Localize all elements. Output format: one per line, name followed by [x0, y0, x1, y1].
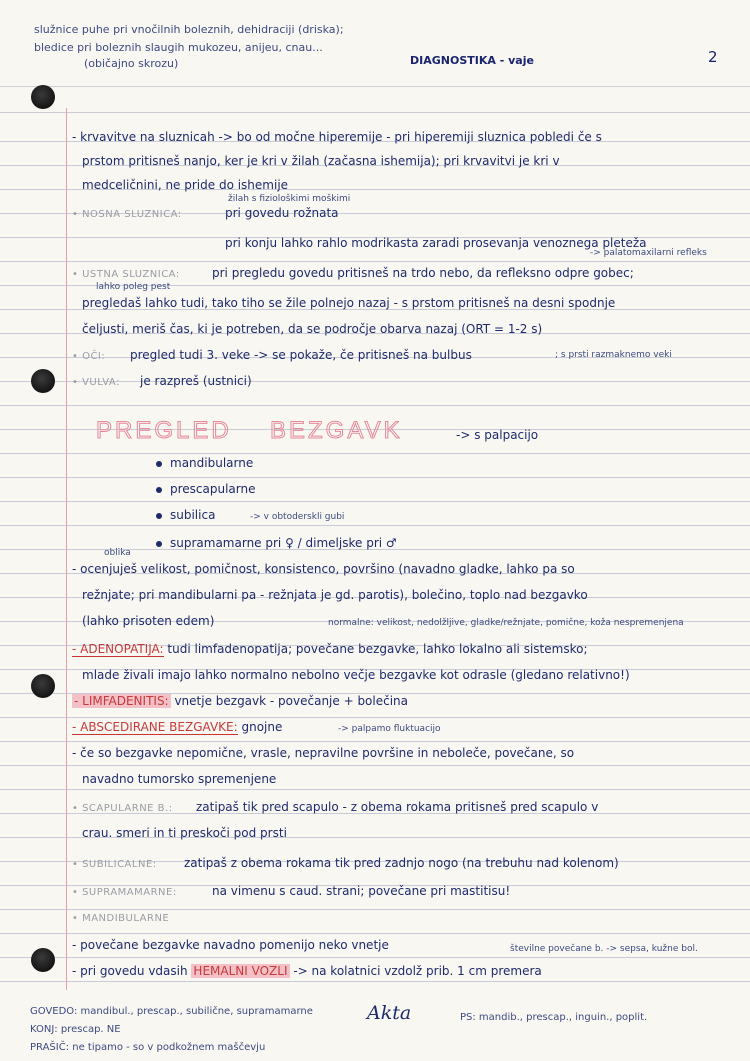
section-label: • OČI:	[72, 351, 106, 362]
punch-hole	[31, 674, 55, 698]
brand-logo: Akta	[367, 1002, 412, 1024]
header-note: (običajno skrozu)	[84, 57, 179, 70]
section-label: • VULVA:	[72, 377, 120, 388]
margin-line	[66, 108, 67, 1013]
section-label: • SUPRAMAMARNE:	[72, 887, 177, 898]
text-line: - LIMFADENITIS: vnetje bezgavk - povečanje + bolečina	[74, 694, 409, 708]
text-line: crau. smeri in ti preskoči pod prsti	[82, 826, 287, 840]
page-number: 2	[708, 48, 718, 66]
text-line: zatipaš z obema rokama tik pred zadnjo nogo (na trebuhu nad kolenom)	[184, 856, 619, 870]
annotation: -> palpamo fluktuacijo	[338, 724, 441, 734]
section-label: • MANDIBULARNE	[72, 913, 170, 924]
term-label: - ABSCEDIRANE BEZGAVKE:	[72, 720, 238, 734]
annotation: številne povečane b. -> sepsa, kužne bol.	[510, 944, 698, 954]
text-line: na vimenu s caud. strani; povečane pri mastitisu!	[212, 884, 511, 898]
text-line: pri govedu rožnata	[225, 206, 339, 220]
annotation: ; s prsti razmaknemo veki	[555, 350, 672, 360]
footer-note: GOVEDO: mandibul., prescap., subilične, supramamarne	[30, 1006, 313, 1017]
top-band	[0, 0, 750, 108]
footer-note: KONJ: prescap. NE	[30, 1024, 121, 1035]
text-line: (lahko prisoten edem)	[82, 614, 215, 628]
bullet-icon	[156, 541, 162, 547]
header-note: služnice puhe pri vnočilnih boleznih, dehidraciji (driska);	[34, 23, 344, 36]
text-line: - če so bezgavke nepomične, vrasle, nepravilne površine in neboleče, povečane, so	[72, 746, 575, 760]
annotation: lahko poleg pest	[96, 282, 171, 292]
punch-hole	[31, 85, 55, 109]
punch-hole	[31, 369, 55, 393]
section-label: • NOSNA SLUZNICA:	[72, 209, 182, 220]
annotation: žilah s fiziološkimi moškimi	[228, 194, 351, 204]
text-line: čeljusti, meriš čas, ki je potreben, da se področje obarva nazaj (ORT = 1-2 s)	[82, 322, 543, 336]
text-line: pri konju lahko rahlo modrikasta zaradi prosevanja venoznega pleteža	[225, 236, 647, 250]
text-line: - ADENOPATIJA: tudi limfadenopatija; povečane bezgavke, lahko lokalno ali sistemsko;	[72, 642, 588, 656]
text-line: je razpreš (ustnici)	[140, 374, 252, 388]
section-label: • SCAPULARNE B.:	[72, 803, 173, 814]
annotation: oblika	[104, 548, 131, 558]
annotation: normalne: velikost, nedolžljive, gladke/režnjate, pomične, koža nespremenjena	[328, 618, 684, 628]
section-heading: PREGLED	[96, 417, 232, 444]
section-heading: BEZGAVK	[270, 417, 403, 444]
header-note: bledice pri boleznih slaugih mukozeu, anijeu, cnau...	[34, 41, 323, 54]
bullet-icon	[156, 461, 162, 467]
list-item: subilica	[156, 508, 215, 522]
text-line: navadno tumorsko spremenjene	[82, 772, 277, 786]
list-item: mandibularne	[156, 456, 253, 470]
section-label: • USTNA SLUZNICA:	[72, 269, 180, 280]
term-label: - LIMFADENITIS:	[74, 694, 169, 708]
text-line: pregledaš lahko tudi, tako tiho se žile polnejo nazaj - s prstom pritisneš na desni spodnje	[82, 296, 616, 310]
text-line: prstom pritisneš nanjo, ker je kri v žilah (začasna ishemija); pri krvavitvi je kri v	[82, 154, 560, 168]
text-line: - ABSCEDIRANE BEZGAVKE: gnojne	[72, 720, 283, 734]
annotation: -> palatomaxilarni refleks	[590, 248, 707, 258]
term-label: - ADENOPATIJA:	[72, 642, 164, 656]
text-line: - povečane bezgavke navadno pomenijo neko vnetje	[72, 938, 389, 952]
punch-hole	[31, 948, 55, 972]
section-label: • SUBILICALNE:	[72, 859, 157, 870]
bullet-icon	[156, 513, 162, 519]
text-line: pregled tudi 3. veke -> se pokaže, če pritisneš na bulbus	[130, 348, 472, 362]
footer-note: PRAŠIČ: ne tipamo - so v podkožnem maščevju	[30, 1042, 266, 1053]
text-line: - ocenjuješ velikost, pomičnost, konsistenco, površino (navadno gladke, lahko pa so	[72, 562, 575, 576]
text-line: režnjate; pri mandibularni pa - režnjata je gd. parotis), bolečino, toplo nad bezgavko	[82, 588, 588, 602]
section-note: -> s palpacijo	[456, 428, 539, 442]
term-label: HEMALNI VOZLI	[193, 964, 288, 978]
text-line: mlade živali imajo lahko normalno nebolno večje bezgavke kot odrasle (gledano relativno!)	[82, 668, 630, 682]
footer-note: PS: mandib., prescap., inguin., poplit.	[460, 1012, 648, 1023]
annotation: -> v obtoderskli gubi	[250, 512, 345, 522]
bullet-icon	[156, 487, 162, 493]
text-line: pri pregledu govedu pritisneš na trdo nebo, da refleksno odpre gobec;	[212, 266, 634, 280]
text-line: medceličnini, ne pride do ishemije	[82, 178, 289, 192]
text-line: - krvavitve na sluznicah -> bo od močne hiperemije - pri hiperemiji sluznica pobledi če s	[72, 130, 602, 144]
header-rule	[0, 86, 750, 87]
text-line: - pri govedu vdasih HEMALNI VOZLI -> na kolatnici vzdolž prib. 1 cm premera	[72, 964, 542, 978]
text-line: zatipaš tik pred scapulo - z obema rokama pritisneš pred scapulo v	[196, 800, 599, 814]
list-item: supramamarne pri ♀ / dimeljske pri ♂	[156, 536, 397, 550]
list-item: prescapularne	[156, 482, 256, 496]
page-title: DIAGNOSTIKA - vaje	[410, 54, 534, 67]
